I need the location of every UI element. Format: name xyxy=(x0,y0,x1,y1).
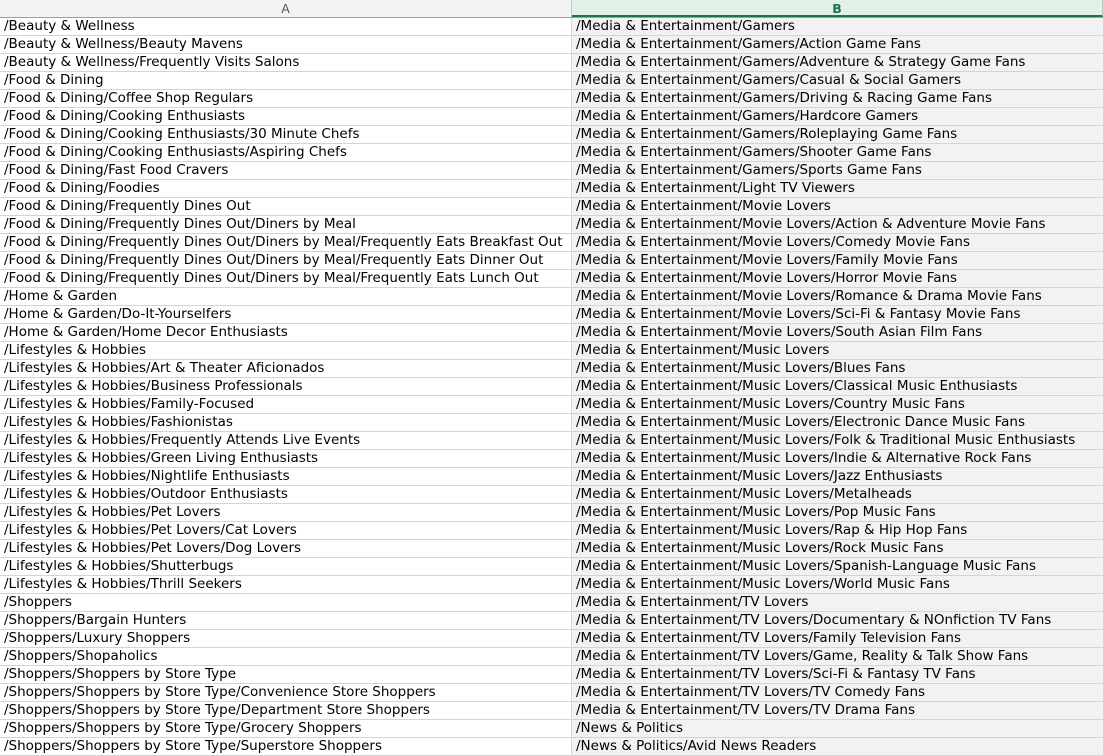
table-row xyxy=(0,720,1103,738)
cell-b[interactable]: /Media & Entertainment/Music Lovers/Rock Music Fans xyxy=(572,540,1103,558)
table-row xyxy=(0,306,1103,324)
cell-a[interactable]: /Home & Garden/Home Decor Enthusiasts xyxy=(0,324,572,342)
table-row xyxy=(0,504,1103,522)
cell-a[interactable]: /Lifestyles & Hobbies/Thrill Seekers xyxy=(0,576,572,594)
cell-a[interactable]: /Lifestyles & Hobbies/Shutterbugs xyxy=(0,558,572,576)
cell-a[interactable]: /Shoppers/Shoppers by Store Type/Convenience Store Shoppers xyxy=(0,684,572,702)
cell-a[interactable]: /Shoppers/Shoppers by Store Type/Department Store Shoppers xyxy=(0,702,572,720)
cell-a[interactable]: /Beauty & Wellness xyxy=(0,18,572,36)
table-row xyxy=(0,450,1103,468)
cell-b[interactable]: /Media & Entertainment/Music Lovers/Country Music Fans xyxy=(572,396,1103,414)
cell-a[interactable]: /Shoppers/Shoppers by Store Type xyxy=(0,666,572,684)
table-row xyxy=(0,126,1103,144)
table-row xyxy=(0,648,1103,666)
table-row xyxy=(0,324,1103,342)
column-header-b[interactable]: B xyxy=(572,0,1103,17)
table-row xyxy=(0,90,1103,108)
cell-a[interactable]: /Beauty & Wellness/Frequently Visits Salons xyxy=(0,54,572,72)
cell-a[interactable]: /Food & Dining/Coffee Shop Regulars xyxy=(0,90,572,108)
cell-b[interactable]: /Media & Entertainment/Music Lovers/Blues Fans xyxy=(572,360,1103,378)
table-row xyxy=(0,378,1103,396)
cell-a[interactable]: /Shoppers/Shoppers by Store Type/Grocery Shoppers xyxy=(0,720,572,738)
cell-b[interactable]: /Media & Entertainment/Music Lovers xyxy=(572,342,1103,360)
cell-b[interactable]: /Media & Entertainment/Gamers/Adventure & Strategy Game Fans xyxy=(572,54,1103,72)
cell-b[interactable]: /Media & Entertainment/Gamers/Casual & Social Gamers xyxy=(572,72,1103,90)
table-row xyxy=(0,72,1103,90)
cell-a[interactable]: /Shoppers/Shoppers by Store Type/Superstore Shoppers xyxy=(0,738,572,756)
cell-a[interactable]: /Beauty & Wellness/Beauty Mavens xyxy=(0,36,572,54)
column-header-row xyxy=(0,0,1103,18)
cell-a[interactable]: /Lifestyles & Hobbies/Frequently Attends Live Events xyxy=(0,432,572,450)
cell-b[interactable]: /Media & Entertainment/Movie Lovers/Family Movie Fans xyxy=(572,252,1103,270)
table-row xyxy=(0,486,1103,504)
cell-a[interactable]: /Lifestyles & Hobbies/Art & Theater Aficionados xyxy=(0,360,572,378)
cell-b[interactable]: /Media & Entertainment/Gamers/Hardcore Gamers xyxy=(572,108,1103,126)
cell-a[interactable]: /Food & Dining/Cooking Enthusiasts xyxy=(0,108,572,126)
cell-a[interactable]: /Food & Dining/Fast Food Cravers xyxy=(0,162,572,180)
cell-b[interactable]: /Media & Entertainment/Movie Lovers/Action & Adventure Movie Fans xyxy=(572,216,1103,234)
cell-a[interactable]: /Food & Dining/Frequently Dines Out/Diners by Meal/Frequently Eats Breakfast Out xyxy=(0,234,572,252)
cell-a[interactable]: /Food & Dining/Foodies xyxy=(0,180,572,198)
table-row xyxy=(0,360,1103,378)
cell-a[interactable]: /Food & Dining/Cooking Enthusiasts/Aspiring Chefs xyxy=(0,144,572,162)
cell-a[interactable]: /Lifestyles & Hobbies xyxy=(0,342,572,360)
table-row xyxy=(0,270,1103,288)
table-row xyxy=(0,540,1103,558)
cell-b[interactable]: /Media & Entertainment/Music Lovers/Metalheads xyxy=(572,486,1103,504)
table-row xyxy=(0,630,1103,648)
cell-b[interactable]: /Media & Entertainment/Music Lovers/Spanish-Language Music Fans xyxy=(572,558,1103,576)
table-row xyxy=(0,738,1103,756)
cell-b[interactable]: /Media & Entertainment/Gamers/Roleplaying Game Fans xyxy=(572,126,1103,144)
table-row xyxy=(0,522,1103,540)
table-row xyxy=(0,54,1103,72)
cell-b[interactable]: /Media & Entertainment/Movie Lovers/Comedy Movie Fans xyxy=(572,234,1103,252)
cell-a[interactable]: /Lifestyles & Hobbies/Nightlife Enthusiasts xyxy=(0,468,572,486)
table-row xyxy=(0,558,1103,576)
table-row xyxy=(0,18,1103,36)
cell-b[interactable]: /Media & Entertainment/Movie Lovers xyxy=(572,198,1103,216)
cell-a[interactable]: /Lifestyles & Hobbies/Business Professionals xyxy=(0,378,572,396)
cell-a[interactable]: /Lifestyles & Hobbies/Green Living Enthusiasts xyxy=(0,450,572,468)
cell-a[interactable]: /Home & Garden/Do-It-Yourselfers xyxy=(0,306,572,324)
cell-a[interactable]: /Lifestyles & Hobbies/Family-Focused xyxy=(0,396,572,414)
cell-b[interactable]: /Media & Entertainment/Music Lovers/Folk & Traditional Music Enthusiasts xyxy=(572,432,1103,450)
cell-a[interactable]: /Lifestyles & Hobbies/Fashionistas xyxy=(0,414,572,432)
cell-a[interactable]: /Shoppers/Bargain Hunters xyxy=(0,612,572,630)
cell-a[interactable]: /Lifestyles & Hobbies/Pet Lovers/Cat Lovers xyxy=(0,522,572,540)
cell-b[interactable]: /Media & Entertainment/TV Lovers xyxy=(572,594,1103,612)
cell-b[interactable]: /Media & Entertainment/TV Lovers/Family Television Fans xyxy=(572,630,1103,648)
table-row xyxy=(0,108,1103,126)
cell-a[interactable]: /Food & Dining/Cooking Enthusiasts/30 Minute Chefs xyxy=(0,126,572,144)
table-row xyxy=(0,702,1103,720)
table-row xyxy=(0,252,1103,270)
table-row xyxy=(0,216,1103,234)
cell-a[interactable]: /Lifestyles & Hobbies/Pet Lovers xyxy=(0,504,572,522)
cell-a[interactable]: /Shoppers xyxy=(0,594,572,612)
cell-b[interactable]: /Media & Entertainment/Music Lovers/Electronic Dance Music Fans xyxy=(572,414,1103,432)
table-row xyxy=(0,288,1103,306)
cell-b[interactable]: /Media & Entertainment/Movie Lovers/Horror Movie Fans xyxy=(572,270,1103,288)
cell-b[interactable]: /Media & Entertainment/TV Lovers/TV Drama Fans xyxy=(572,702,1103,720)
cell-b[interactable]: /Media & Entertainment/Movie Lovers/Romance & Drama Movie Fans xyxy=(572,288,1103,306)
cell-b[interactable]: /Media & Entertainment/TV Lovers/TV Comedy Fans xyxy=(572,684,1103,702)
cell-b[interactable]: /Media & Entertainment/Music Lovers/Rap & Hip Hop Fans xyxy=(572,522,1103,540)
cell-b[interactable]: /Media & Entertainment/TV Lovers/Documentary & NOnfiction TV Fans xyxy=(572,612,1103,630)
cell-b[interactable]: /Media & Entertainment/Gamers/Driving & Racing Game Fans xyxy=(572,90,1103,108)
cell-b[interactable]: /Media & Entertainment/Music Lovers/World Music Fans xyxy=(572,576,1103,594)
table-row xyxy=(0,468,1103,486)
cell-b[interactable]: /Media & Entertainment/Light TV Viewers xyxy=(572,180,1103,198)
cell-b[interactable]: /Media & Entertainment/Movie Lovers/South Asian Film Fans xyxy=(572,324,1103,342)
table-row xyxy=(0,396,1103,414)
table-row xyxy=(0,162,1103,180)
cell-b[interactable]: /Media & Entertainment/Gamers xyxy=(572,18,1103,36)
cell-b[interactable]: /News & Politics xyxy=(572,720,1103,738)
cell-b[interactable]: /Media & Entertainment/Music Lovers/Jazz Enthusiasts xyxy=(572,468,1103,486)
table-row xyxy=(0,414,1103,432)
table-row xyxy=(0,342,1103,360)
table-row xyxy=(0,198,1103,216)
cell-a[interactable]: /Shoppers/Shopaholics xyxy=(0,648,572,666)
cell-grid xyxy=(0,18,1103,756)
table-row xyxy=(0,684,1103,702)
cell-b[interactable]: /Media & Entertainment/Music Lovers/Classical Music Enthusiasts xyxy=(572,378,1103,396)
column-header-a[interactable]: A xyxy=(0,0,572,17)
cell-a[interactable]: /Lifestyles & Hobbies/Pet Lovers/Dog Lovers xyxy=(0,540,572,558)
table-row xyxy=(0,180,1103,198)
table-row xyxy=(0,576,1103,594)
cell-a[interactable]: /Lifestyles & Hobbies/Outdoor Enthusiasts xyxy=(0,486,572,504)
cell-a[interactable]: /Food & Dining/Frequently Dines Out/Diners by Meal xyxy=(0,216,572,234)
cell-a[interactable]: /Food & Dining xyxy=(0,72,572,90)
table-row xyxy=(0,432,1103,450)
cell-a[interactable]: /Food & Dining/Frequently Dines Out/Diners by Meal/Frequently Eats Lunch Out xyxy=(0,270,572,288)
cell-a[interactable]: /Food & Dining/Frequently Dines Out/Diners by Meal/Frequently Eats Dinner Out xyxy=(0,252,572,270)
table-row xyxy=(0,36,1103,54)
cell-b[interactable]: /Media & Entertainment/Gamers/Sports Game Fans xyxy=(572,162,1103,180)
cell-b[interactable]: /Media & Entertainment/TV Lovers/Game, Reality & Talk Show Fans xyxy=(572,648,1103,666)
cell-a[interactable]: /Food & Dining/Frequently Dines Out xyxy=(0,198,572,216)
cell-b[interactable]: /News & Politics/Avid News Readers xyxy=(572,738,1103,756)
cell-b[interactable]: /Media & Entertainment/Gamers/Shooter Game Fans xyxy=(572,144,1103,162)
cell-b[interactable]: /Media & Entertainment/Movie Lovers/Sci-Fi & Fantasy Movie Fans xyxy=(572,306,1103,324)
cell-a[interactable]: /Shoppers/Luxury Shoppers xyxy=(0,630,572,648)
cell-b[interactable]: /Media & Entertainment/Music Lovers/Pop Music Fans xyxy=(572,504,1103,522)
table-row xyxy=(0,612,1103,630)
table-row xyxy=(0,144,1103,162)
cell-b[interactable]: /Media & Entertainment/Gamers/Action Game Fans xyxy=(572,36,1103,54)
cell-a[interactable]: /Home & Garden xyxy=(0,288,572,306)
table-row xyxy=(0,594,1103,612)
cell-b[interactable]: /Media & Entertainment/TV Lovers/Sci-Fi & Fantasy TV Fans xyxy=(572,666,1103,684)
table-row xyxy=(0,666,1103,684)
table-row xyxy=(0,234,1103,252)
cell-b[interactable]: /Media & Entertainment/Music Lovers/Indie & Alternative Rock Fans xyxy=(572,450,1103,468)
